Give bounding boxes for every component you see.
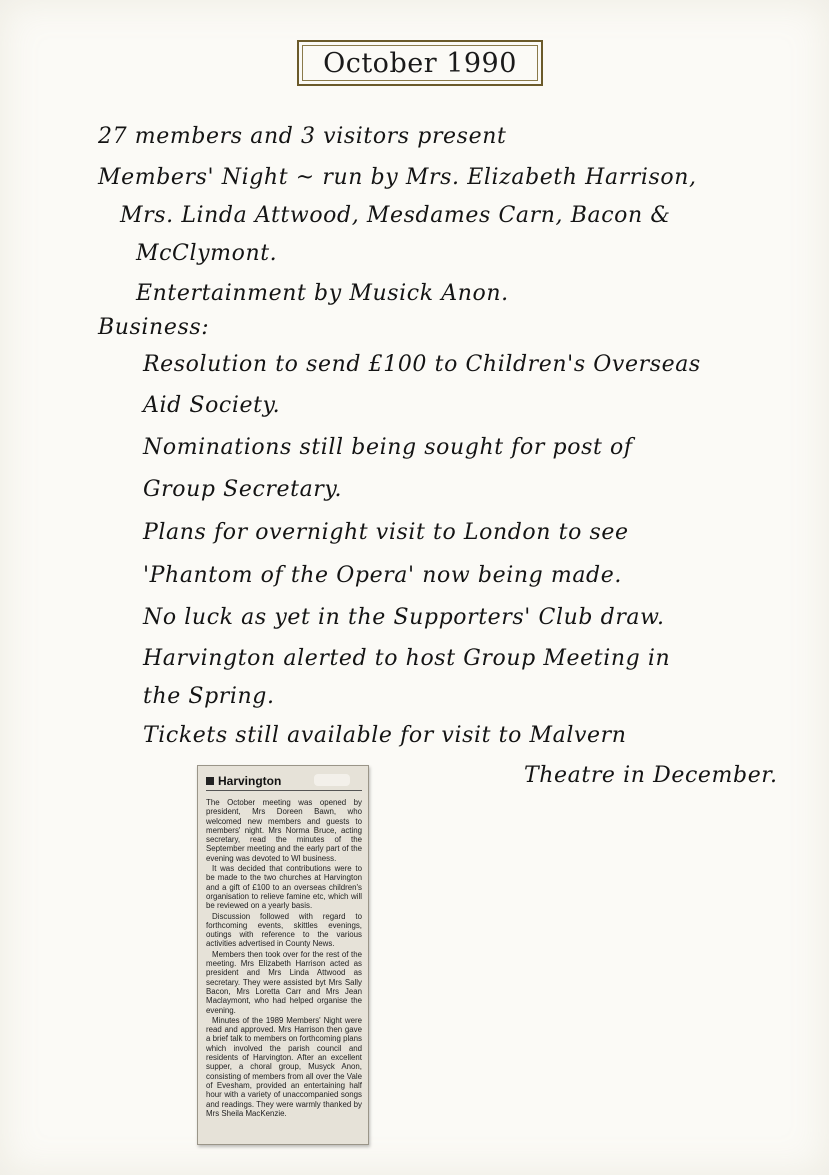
minutes-line: 27 members and 3 visitors present [98,124,507,149]
page-title: October 1990 [323,47,517,79]
clipping-headline-text: Harvington [218,774,282,788]
minutes-heading: Business: [98,315,210,340]
minutes-line: Members' Night ~ run by Mrs. Elizabeth Harrison, [98,165,697,190]
clipping-paragraph: Discussion followed with regard to forthcoming events, skittles evenings, outings with reference to the various activities advertised in County News. [206,911,362,949]
minutes-line: No luck as yet in the Supporters' Club draw. [143,605,665,630]
clipping-paragraph: Members then took over for the rest of the meeting. Mrs Elizabeth Harrison acted as president and Mrs Linda Attwood as secretary. They were assisted byt Mrs Sally Bacon, Mrs Loretta Carr and Mrs Jean Maclaymont, who had helped organise the evening. [206,949,362,1015]
minutes-line: the Spring. [143,684,275,709]
bullet-square-icon [206,777,214,785]
minutes-line: Tickets still available for visit to Malvern [143,723,627,748]
minutes-line: Nominations still being sought for post of [143,435,633,460]
minutes-line: Harvington alerted to host Group Meeting in [143,646,671,671]
clipping-paragraph: The October meeting was opened by president, Mrs Doreen Bawn, who welcomed new members and guests to members' night. Mrs Norma Bruce, acting secretary, read the minutes of the September meeting and the early part of the evening was devoted to WI business. [206,798,362,863]
minutes-line: Group Secretary. [143,477,343,502]
clipping-body [206,798,362,1142]
title-frame [297,40,543,86]
minutes-line: Resolution to send £100 to Children's Overseas [143,352,701,377]
clipping-paragraph: It was decided that contributions were to be made to the two churches at Harvington and a gift of £100 to an overseas children's organisation to relieve famine etc, which will be reviewed on a yearly basis. [206,864,362,911]
minutes-line: Mrs. Linda Attwood, Mesdames Carn, Bacon & [120,203,671,228]
newspaper-clipping [197,765,369,1145]
minutes-line: Aid Society. [143,393,281,418]
minutes-line: 'Phantom of the Opera' now being made. [143,563,622,588]
minutes-line: Theatre in December. [524,763,778,788]
minutes-line: Plans for overnight visit to London to see [143,520,629,545]
smudge-mark [314,774,350,786]
clipping-headline [206,772,362,791]
clipping-paragraph: Minutes of the 1989 Members' Night were read and approved. Mrs Harrison then gave a brief talk to members on forthcoming plans which involved the parish council and residents of Harvington. After an excellent supper, a choral group, Musyck Anon, consisting of members from all over the Vale of Evesham, provided an entertaining half hour with a variety of unaccompanied songs and readings. They were warmly thanked by Mrs Sheila MacKenzie. [206,1015,362,1118]
minutes-line: Entertainment by Musick Anon. [136,281,509,306]
minutes-line: McClymont. [136,241,278,266]
